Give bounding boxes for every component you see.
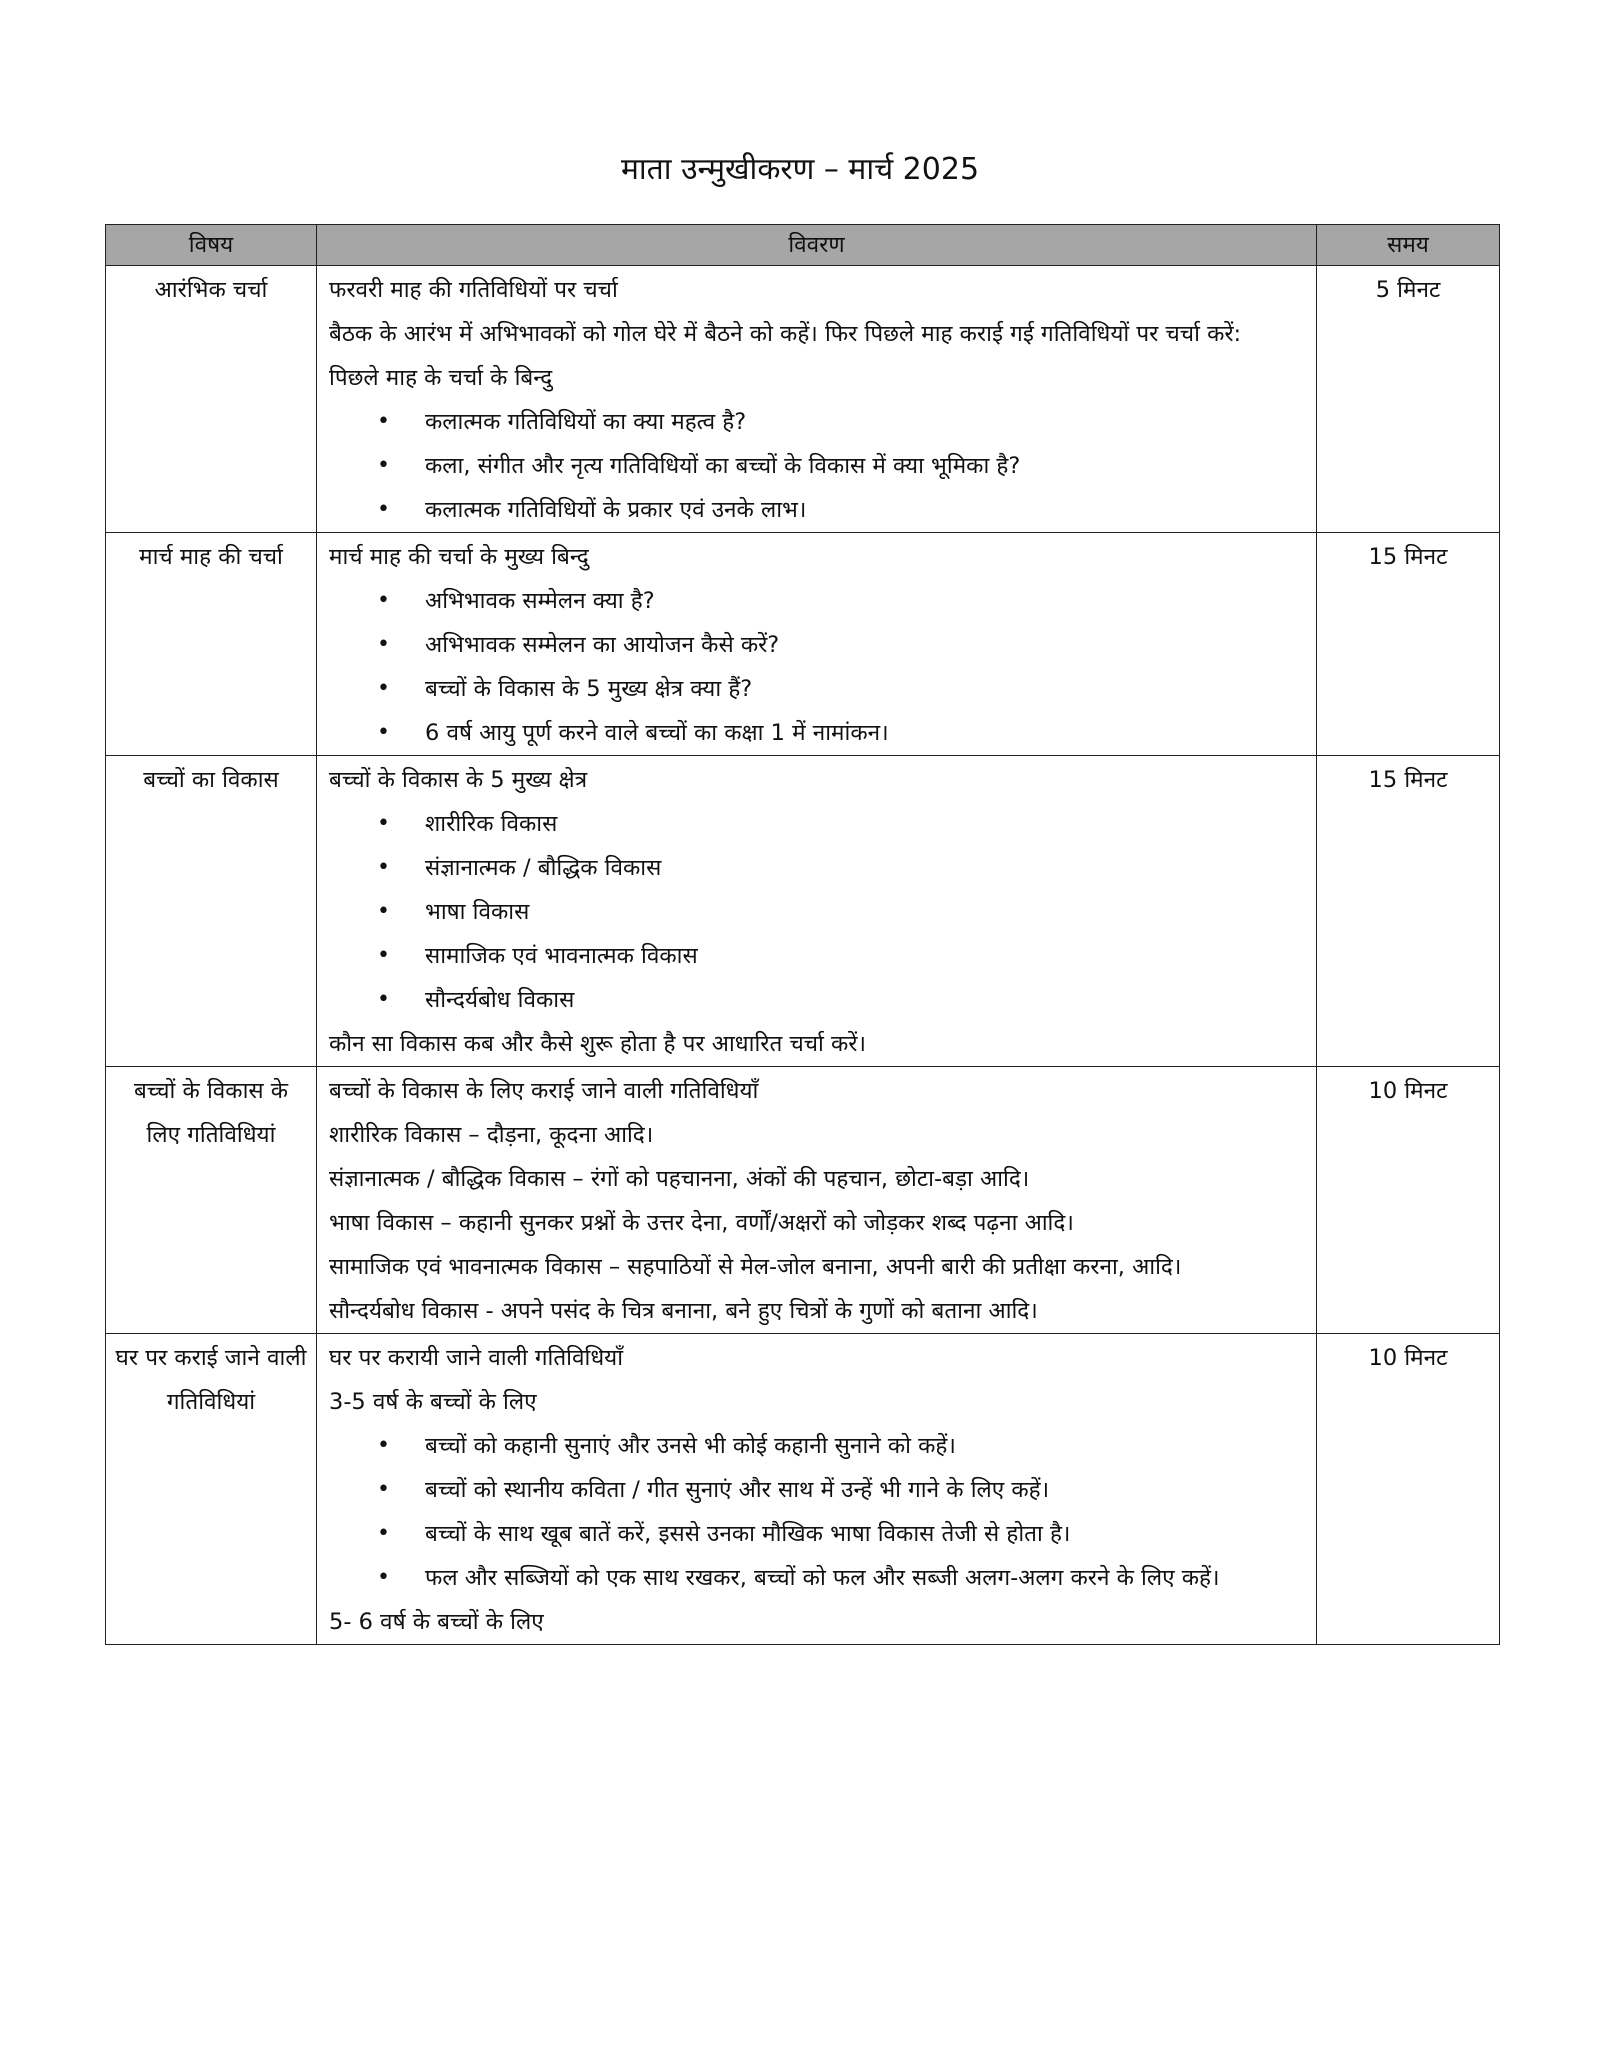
bullet-item: • बच्चों को स्थानीय कविता / गीत सुनाएं और साथ में उन्हें भी गाने के लिए कहें। bbox=[377, 1468, 1306, 1512]
header-details: विवरण bbox=[317, 225, 1317, 266]
detail-line: शारीरिक विकास – दौड़ना, कूदना आदि। bbox=[329, 1122, 654, 1148]
detail-line: बैठक के आरंभ में अभिभावकों को गोल घेरे में बैठने को कहें। फिर पिछले माह कराई गई गतिविधियों पर चर्चा करें: bbox=[329, 321, 1242, 347]
detail-line: घर पर करायी जाने वाली गतिविधियाँ bbox=[329, 1345, 624, 1371]
detail-line: सामाजिक एवं भावनात्मक विकास – सहपाठियों से मेल-जोल बनाना, अपनी बारी की प्रतीक्षा करना, आदि। bbox=[329, 1254, 1182, 1280]
table-row bbox=[106, 1067, 1500, 1334]
detail-line: सौन्दर्यबोध विकास - अपने पसंद के चित्र बनाना, बने हुए चित्रों के गुणों को बताना आदि। bbox=[329, 1298, 1038, 1324]
bullet-list bbox=[329, 579, 1306, 755]
row-details bbox=[317, 756, 1317, 1067]
row-time: 15 मिनट bbox=[1317, 533, 1500, 756]
detail-line: भाषा विकास – कहानी सुनकर प्रश्नों के उत्तर देना, वर्णों/अक्षरों को जोड़कर शब्द पढ़ना आदि। bbox=[329, 1210, 1074, 1236]
detail-line: पिछले माह के चर्चा के बिन्दु bbox=[329, 365, 553, 391]
bullet-item: • भाषा विकास bbox=[377, 890, 1306, 934]
row-details bbox=[317, 266, 1317, 533]
bullet-list bbox=[329, 1424, 1306, 1600]
detail-line: कौन सा विकास कब और कैसे शुरू होता है पर आधारित चर्चा करें। bbox=[329, 1031, 867, 1057]
bullet-item: • संज्ञानात्मक / बौद्धिक विकास bbox=[377, 846, 1306, 890]
table-row bbox=[106, 533, 1500, 756]
row-time: 10 मिनट bbox=[1317, 1334, 1500, 1645]
row-subject: बच्चों के विकास के लिए गतिविधियां bbox=[106, 1067, 317, 1334]
row-subject: आरंभिक चर्चा bbox=[106, 266, 317, 533]
bullet-item: • बच्चों को कहानी सुनाएं और उनसे भी कोई कहानी सुनाने को कहें। bbox=[377, 1424, 1306, 1468]
bullet-list bbox=[329, 802, 1306, 1022]
row-time: 5 मिनट bbox=[1317, 266, 1500, 533]
bullet-item: • कलात्मक गतिविधियों के प्रकार एवं उनके लाभ। bbox=[377, 488, 1306, 532]
table-row bbox=[106, 1334, 1500, 1645]
header-subject: विषय bbox=[106, 225, 317, 266]
bullet-list bbox=[329, 400, 1306, 532]
bullet-item: • अभिभावक सम्मेलन क्या है? bbox=[377, 579, 1306, 623]
row-details bbox=[317, 1067, 1317, 1334]
bullet-item: • बच्चों के विकास के 5 मुख्य क्षेत्र क्या हैं? bbox=[377, 667, 1306, 711]
detail-line: संज्ञानात्मक / बौद्धिक विकास – रंगों को पहचानना, अंकों की पहचान, छोटा-बड़ा आदि। bbox=[329, 1166, 1030, 1192]
detail-line: बच्चों के विकास के 5 मुख्य क्षेत्र bbox=[329, 767, 588, 793]
detail-line: 5- 6 वर्ष के बच्चों के लिए bbox=[329, 1609, 544, 1635]
row-details bbox=[317, 533, 1317, 756]
detail-line: 3-5 वर्ष के बच्चों के लिए bbox=[329, 1389, 537, 1415]
row-time: 15 मिनट bbox=[1317, 756, 1500, 1067]
bullet-item: • कला, संगीत और नृत्य गतिविधियों का बच्चों के विकास में क्या भूमिका है? bbox=[377, 444, 1306, 488]
detail-line: फरवरी माह की गतिविधियों पर चर्चा bbox=[329, 277, 618, 303]
orientation-table bbox=[105, 224, 1500, 1645]
bullet-item: • सामाजिक एवं भावनात्मक विकास bbox=[377, 934, 1306, 978]
row-time: 10 मिनट bbox=[1317, 1067, 1500, 1334]
bullet-item: • अभिभावक सम्मेलन का आयोजन कैसे करें? bbox=[377, 623, 1306, 667]
bullet-item: • 6 वर्ष आयु पूर्ण करने वाले बच्चों का कक्षा 1 में नामांकन। bbox=[377, 711, 1306, 755]
row-subject: घर पर कराई जाने वाली गतिविधियां bbox=[106, 1334, 317, 1645]
table-row bbox=[106, 266, 1500, 533]
detail-line: बच्चों के विकास के लिए कराई जाने वाली गतिविधियाँ bbox=[329, 1078, 759, 1104]
row-subject: मार्च माह की चर्चा bbox=[106, 533, 317, 756]
bullet-item: • कलात्मक गतिविधियों का क्या महत्व है? bbox=[377, 400, 1306, 444]
header-time: समय bbox=[1317, 225, 1500, 266]
bullet-item: • सौन्दर्यबोध विकास bbox=[377, 978, 1306, 1022]
row-details bbox=[317, 1334, 1317, 1645]
row-subject: बच्चों का विकास bbox=[106, 756, 317, 1067]
bullet-item: • फल और सब्जियों को एक साथ रखकर, बच्चों को फल और सब्जी अलग-अलग करने के लिए कहें। bbox=[377, 1556, 1306, 1600]
page-title: माता उन्मुखीकरण – मार्च 2025 bbox=[620, 152, 980, 187]
detail-line: मार्च माह की चर्चा के मुख्य बिन्दु bbox=[329, 544, 589, 570]
bullet-item: • बच्चों के साथ खूब बातें करें, इससे उनका मौखिक भाषा विकास तेजी से होता है। bbox=[377, 1512, 1306, 1556]
table-row bbox=[106, 756, 1500, 1067]
table-header-row bbox=[106, 225, 1500, 266]
bullet-item: • शारीरिक विकास bbox=[377, 802, 1306, 846]
